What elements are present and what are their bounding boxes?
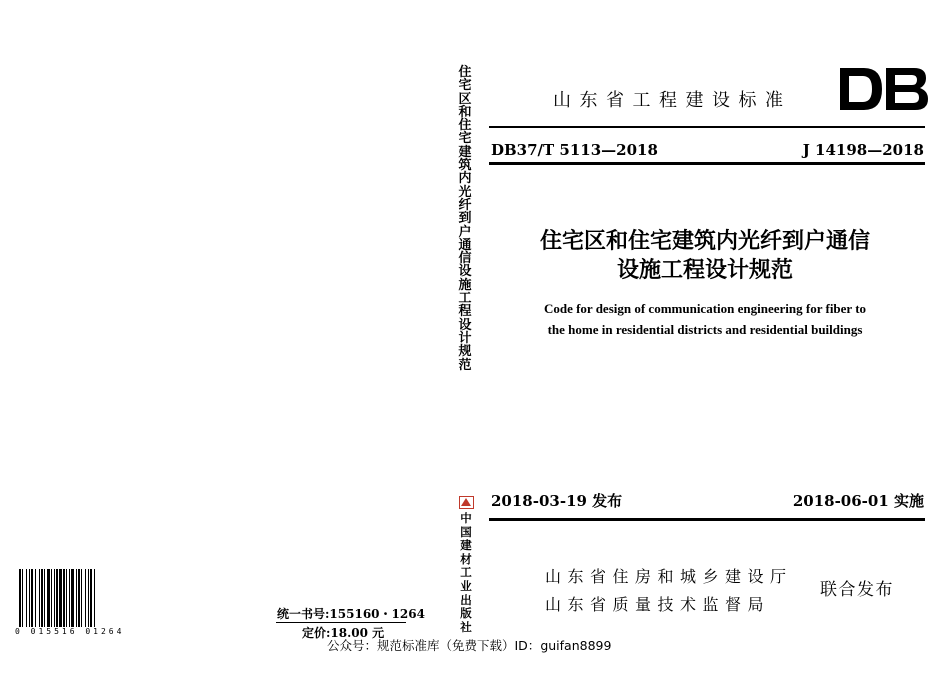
barcode-bar xyxy=(29,569,30,627)
barcode-bar xyxy=(59,569,62,627)
barcode-bar xyxy=(90,569,92,627)
record-number: J 14198—2018 xyxy=(802,141,924,159)
db-logo xyxy=(838,66,930,112)
barcode-bar xyxy=(35,569,36,627)
barcode-bar xyxy=(78,569,80,627)
effective-date: 2018-06-01 实施 xyxy=(792,492,924,510)
header-rule-top xyxy=(489,126,925,128)
barcode-bar xyxy=(51,569,52,627)
book-number: 统一书号:155160・1264 xyxy=(277,607,425,621)
barcode-bar xyxy=(66,569,67,627)
barcode-bar xyxy=(19,569,21,627)
title-chinese-line2: 设施工程设计规范 xyxy=(616,257,793,283)
barcode-number: 0 015516 01264 xyxy=(15,627,125,636)
barcode-bar xyxy=(26,569,27,627)
spine-publisher: 中国建材工业出版社 xyxy=(460,511,472,634)
date-rule xyxy=(489,518,925,521)
issue-date: 2018-03-19 发布 xyxy=(491,492,623,510)
book-number-rule xyxy=(276,622,406,623)
barcode-bar xyxy=(71,569,74,627)
title-english-line1: Code for design of communication engineering for fiber to xyxy=(543,301,867,316)
header-rule-bottom xyxy=(489,162,925,165)
barcode-bar xyxy=(47,569,50,627)
title-english xyxy=(480,298,930,340)
spine-title: 住宅区和住宅建筑内光纤到户通信设施工程设计规范 xyxy=(458,65,472,373)
title-chinese-line1: 住宅区和住宅建筑内光纤到户通信 xyxy=(539,228,870,254)
barcode-bar xyxy=(41,569,43,627)
joint-release: 联合发布 xyxy=(820,580,894,600)
footer-note: 公众号：规范标准库（免费下载）ID：guifan8899 xyxy=(327,638,612,653)
barcode-bar xyxy=(63,569,65,627)
barcode-bar xyxy=(81,569,82,627)
barcode-bar xyxy=(85,569,86,627)
title-chinese xyxy=(480,227,930,285)
barcode-bar xyxy=(54,569,55,627)
issuer-line2: 山东省质量技术监督局 xyxy=(545,595,771,614)
barcode-bar xyxy=(31,569,33,627)
barcode-bar xyxy=(69,569,70,627)
standard-type: 山东省工程建设标准 xyxy=(553,90,792,111)
barcode-bar xyxy=(56,569,58,627)
issuer-line1: 山东省住房和城乡建设厅 xyxy=(545,567,793,586)
publisher-logo xyxy=(459,496,474,509)
barcode-bar xyxy=(22,569,23,627)
barcode-bar xyxy=(76,569,77,627)
barcode-bar xyxy=(44,569,45,627)
price: 定价:18.00 元 xyxy=(302,626,385,640)
barcode-bar xyxy=(88,569,89,627)
barcode-bar xyxy=(39,569,40,627)
title-english-line2: the home in residential districts and residential buildings xyxy=(547,322,863,337)
barcode-bar xyxy=(94,569,95,627)
standard-number: DB37/T 5113—2018 xyxy=(491,141,658,159)
isbn-barcode xyxy=(18,569,136,627)
